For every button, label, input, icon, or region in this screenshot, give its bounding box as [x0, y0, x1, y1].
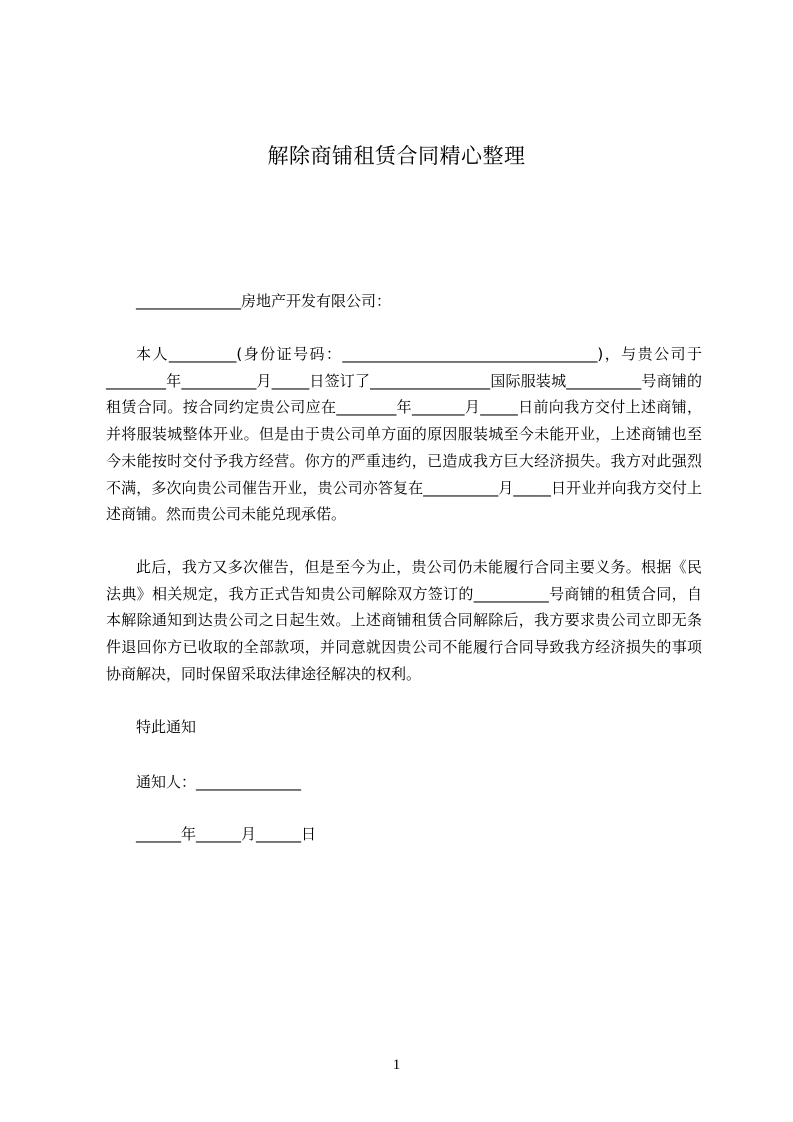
page-number: 1 — [392, 1057, 401, 1073]
addressee-line: ______________房地产开发有限公司： — [136, 292, 392, 310]
date-line: ______年______月______日 — [136, 825, 317, 843]
document-title: 解除商铺租赁合同精心整理 — [267, 144, 526, 168]
body-paragraph-2: 此后，我方又多次催告，但是至今为止，贵公司仍未能履行合同主要义务。根据《民法典》相关规定，我方正式告知贵公司解除双方签订的__________号商铺的租赁合同，自本解除通知到达贵公司之日起生效。上述商铺租赁合同解除后，我方要求贵公司立即无条件退回你方已收取的全部款项，并同意就因贵公司不能履行合同导致我方经济损失的事项协商解决，同时保留采取法律途径解决的权利。 — [106, 558, 702, 683]
notifier-line: 通知人：______________ — [136, 773, 302, 791]
body-paragraph-1: 本人_________(身份证号码：__________________________________)，与贵公司于________年__________月_____日签订了________________国际服装城__________号商铺的租赁合同。按合同约定贵公司应在________年_______月_____日前向我方交付上述商铺，并将服装城整体开业。但是由于贵公司单方面的原因服装城至今未能开业，上述商铺也至今未能按时交付予我方经营。你方的严重违约，已造成我方巨大经济损失。我方对此强烈不满，多次向贵公司催告开业，贵公司亦答复在__________月_____日开业并向我方交付上述商铺。然而贵公司未能兑现承偌。 — [106, 345, 702, 524]
closing-line: 特此通知 — [136, 718, 197, 736]
